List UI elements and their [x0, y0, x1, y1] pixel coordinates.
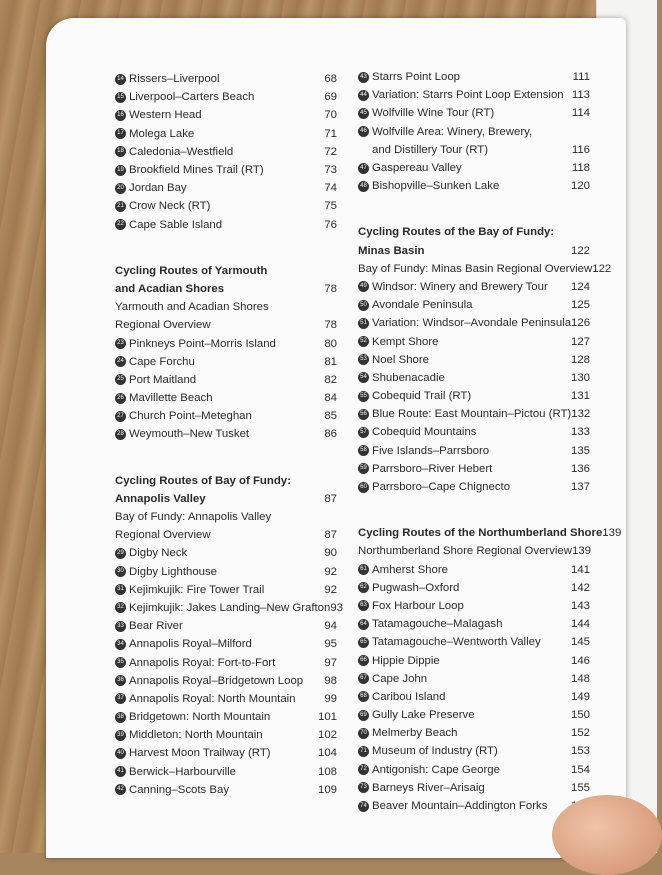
toc-entry	[115, 653, 337, 671]
toc-entry	[115, 708, 337, 726]
entry-title: Digby Lighthouse	[129, 565, 218, 578]
entry-title: Caribou Island	[372, 690, 446, 703]
toc-entry	[115, 143, 337, 161]
entry-page: 99	[324, 692, 337, 705]
toc-entry	[358, 314, 590, 332]
route-number-icon: 53	[358, 354, 369, 365]
route-number-icon: 19	[115, 165, 126, 176]
entry-page: 80	[324, 337, 337, 350]
toc-entry	[358, 779, 590, 797]
regional-overview-yarmouth: Yarmouth and Acadian Shores	[115, 301, 269, 314]
entry-title: Hippie Dippie	[372, 654, 440, 667]
route-number-icon: 69	[358, 710, 369, 721]
entry-page: 97	[324, 656, 337, 669]
route-number-icon: 34	[115, 639, 126, 650]
toc-entry	[115, 334, 337, 352]
entry-page: 153	[570, 745, 590, 758]
route-number-icon: 64	[358, 619, 369, 630]
entry-page: 145	[570, 636, 590, 649]
entry-page: 133	[570, 426, 590, 439]
route-number-icon: 17	[115, 128, 126, 139]
entry-page: 132	[571, 408, 591, 421]
toc-entry	[358, 442, 590, 460]
route-number-icon: 63	[358, 600, 369, 611]
entry-page: 71	[324, 127, 337, 140]
section-heading-northumberland: Cycling Routes of the Northumberland Shore 139	[358, 527, 622, 540]
entry-title: Harvest Moon Trailway (RT)	[129, 747, 271, 760]
route-number-icon: 18	[115, 146, 126, 157]
entry-title: Bridgetown: North Mountain	[129, 711, 271, 724]
toc-entry	[358, 177, 590, 195]
entry-title: Pugwash–Oxford	[372, 581, 460, 594]
route-number-icon: 72	[358, 764, 369, 775]
route-number-icon: 30	[115, 566, 126, 577]
route-number-icon: 15	[115, 92, 126, 103]
entry-page: 92	[324, 565, 337, 578]
toc-entry	[358, 387, 590, 405]
entry-page: 131	[570, 390, 590, 403]
entry-title: Digby Neck	[129, 547, 188, 560]
route-number-icon: 24	[115, 356, 126, 367]
entry-title: Barneys River–Arisaig	[372, 781, 485, 794]
entry-title: Annapolis Royal: North Mountain	[129, 692, 296, 705]
entry-page: 70	[324, 109, 337, 122]
toc-entry	[358, 332, 590, 350]
route-number-icon: 35	[115, 657, 126, 668]
entry-page: 84	[324, 392, 337, 405]
entry-page: 76	[324, 218, 337, 231]
entry-title: Cape John	[372, 672, 428, 685]
route-number-icon: 58	[358, 445, 369, 456]
toc-entry	[358, 423, 590, 441]
entry-title: Variation: Windsor–Avondale Peninsula	[372, 317, 572, 330]
entry-page: 125	[570, 299, 590, 312]
toc-entry	[358, 478, 590, 496]
route-number-icon: 54	[358, 372, 369, 383]
entry-page: 143	[570, 599, 590, 612]
entry-title: Antigonish: Cape George	[372, 763, 500, 776]
toc-entry	[358, 351, 590, 369]
regional-overview-northumberland: Northumberland Shore Regional Overview 139	[358, 545, 592, 558]
entry-title: Annapolis Royal: Fort-to-Fort	[129, 656, 276, 669]
entry-page: 136	[570, 462, 590, 475]
entry-page: 148	[570, 672, 590, 685]
section-heading-yarmouth: Cycling Routes of Yarmouth	[115, 264, 268, 277]
toc-entry	[358, 797, 590, 815]
entry-title: Middleton: North Mountain	[129, 729, 263, 742]
entry-page: 68	[324, 73, 337, 86]
route-number-icon: 48	[358, 181, 369, 192]
toc-entry	[358, 688, 590, 706]
toc-group-wolfville	[358, 68, 590, 123]
route-number-icon: 45	[358, 108, 369, 119]
toc-right-column: 43 Starrs Point Loop 111 44 Variation: Starrs Point Loop Extension 113 45 Wolfville Wine Tour (RT) 114 46 Wolfville Area: Winery, Brewery, and Distillery Tour (RT) 116 47 Gaspereau Valley 118 48 Bishopville–Sunken Lake 120 Cycling Routes of the Bay of Fundy: Minas Basin 122 Bay of Fundy: Minas Basin Regional Overview 122 49 Windsor: Winery and Brewery Tour 124 50 Avondale Peninsula 125 51 Variation: Windsor–Avondale Peninsula 126 52 Kempt Shore 127 53 Noel Shore 128 54 Shubenacadie 130 55 Cobequid Trail (RT) 131 56 Blue Route: East Mountain–Pictou (RT) 132 57 Cobequid Mountains 133 58 Five Islands–Parrsboro 135 59 Parrsboro–River Hebert 136 60 Parrsboro–Cape Chignecto 137 Cycling Routes of the Northumberland Shore 139 Northumberland Shore Regional Overview 139 61 Amherst Shore 141 62 Pugwash–Oxford 142 63 Fox Harbour Loop 143 64 Tatamagouche–Malagash 144 65 Tatamagouche–Wentworth Valley 145 66 Hippie Dippie 146 67 Cape John 148 68 Caribou Island 149 69 Gully Lake Preserve 150 70 Melmerby Beach 152 71 Museum of Industry (RT) 153 72 Antigonish: Cape George 154 73 Barneys River–Arisaig 155 74 Beaver Mountain–Addington Forks	[358, 68, 590, 815]
route-number-icon: 73	[358, 782, 369, 793]
toc-entry	[115, 781, 337, 799]
route-number-icon: 20	[115, 183, 126, 194]
route-number-icon: 44	[358, 90, 369, 101]
entry-title: Parrsboro–River Hebert	[372, 462, 493, 475]
route-number-icon: 46	[358, 126, 369, 137]
toc-entry	[115, 88, 337, 106]
toc-entry	[358, 742, 590, 760]
toc-entry	[115, 599, 344, 617]
entry-title: Berwick–Harbourville	[129, 765, 236, 778]
entry-title: Melmerby Beach	[372, 727, 458, 740]
entry-title: Gaspereau Valley	[372, 162, 462, 175]
toc-entry	[115, 690, 337, 708]
entry-page: 149	[570, 690, 590, 703]
toc-entry	[358, 561, 590, 579]
section-heading-annapolis: Cycling Routes of Bay of Fundy:	[115, 474, 291, 487]
entry-title: Avondale Peninsula	[372, 299, 473, 312]
route-number-icon: 42	[115, 784, 126, 795]
entry-title: Canning–Scots Bay	[129, 783, 230, 796]
entry-page: 127	[570, 335, 590, 348]
entry-page: 113	[571, 89, 590, 102]
route-number-icon: 56	[358, 409, 369, 420]
entry-title: Annapolis Royal–Bridgetown Loop	[129, 674, 304, 687]
toc-entry	[358, 597, 590, 615]
route-number-icon: 50	[358, 300, 369, 311]
toc-entry: 46 Wolfville Area: Winery, Brewery,	[358, 123, 590, 141]
route-number-icon: 28	[115, 429, 126, 440]
route-number-icon: 51	[358, 318, 369, 329]
toc-entry	[358, 633, 590, 651]
entry-title: Molega Lake	[129, 127, 195, 140]
toc-entry	[358, 278, 590, 296]
entry-title: Bishopville–Sunken Lake	[372, 180, 500, 193]
entry-page: 73	[324, 164, 337, 177]
entry-page: 102	[317, 729, 337, 742]
entry-page: 98	[324, 674, 337, 687]
toc-entry	[358, 68, 590, 86]
toc-left-column: 14 Rissers–Liverpool 68 15 Liverpool–Carters Beach 69 16 Western Head 70 17 Molega Lake 71 18 Caledonia–Westfield 72 19 Brookfield Mines Trail (RT) 73 20 Jordan Bay 74 21 Crow Neck (RT) 75 22 Cape Sable Island 76 Cycling Routes of Yarmouth and Acadian Shores 78 Yarmouth and Acadian Shores Regional Overview 78 23 Pinkneys Point–Morris Island 80 24 Cape Forchu 81 25 Port Maitland 82 26 Mavillette Beach 84 27 Church Point–Meteghan 85 28 Weymouth–New Tusket 86 Cycling Routes of Bay of Fundy: Annapolis Valley 87 Bay of Fundy: Annapolis Valley Regional Overview 87 29 Digby Neck 90 30 Digby Lighthouse 92 31 Kejimkujik: Fire Tower Trail 92 32 Kejimkujik: Jakes Landing–New Grafton 93 33 Bear River 94 34 Annapolis Royal–Milford 95 35 Annapolis Royal: Fort-to-Fort 97 36 Annapolis Royal–Bridgetown Loop 98 37 Annapolis Royal: North Mountain 99 38 Bridgetown: North Mountain 101 39 Middleton: North Mountain 102 40 Harvest Moon Trailway (RT) 104 41 Berwick–Harbourville 108 42 Canning–Scots Bay 109	[115, 70, 337, 799]
toc-entry	[115, 581, 337, 599]
entry-title: Annapolis Royal–Milford	[129, 638, 252, 651]
entry-title: Starrs Point Loop	[372, 71, 461, 84]
toc-entry	[358, 651, 590, 669]
toc-entry	[115, 407, 337, 425]
toc-entry	[115, 179, 337, 197]
entry-title: Wolfville Wine Tour (RT)	[372, 107, 495, 120]
entry-page: 94	[324, 620, 337, 633]
route-number-icon: 43	[358, 72, 369, 83]
entry-page: 93	[330, 601, 344, 614]
route-number-icon: 71	[358, 746, 369, 757]
toc-entry	[115, 70, 337, 88]
entry-title: Western Head	[129, 109, 202, 122]
entry-title: Kejimkujik: Fire Tower Trail	[129, 583, 265, 596]
entry-title: Cape Forchu	[129, 355, 195, 368]
entry-page: 137	[570, 481, 590, 494]
entry-title: Cobequid Mountains	[372, 426, 477, 439]
entry-page: 81	[324, 355, 337, 368]
entry-title: Church Point–Meteghan	[129, 410, 252, 423]
entry-page: 128	[570, 353, 590, 366]
entry-title: Caledonia–Westfield	[129, 145, 234, 158]
entry-title: Crow Neck (RT)	[129, 200, 211, 213]
entry-title: Museum of Industry (RT)	[372, 745, 498, 758]
toc-entry	[358, 369, 590, 387]
toc-entry	[115, 125, 337, 143]
toc-group-yarmouth	[115, 334, 337, 443]
route-number-icon: 21	[115, 201, 126, 212]
entry-title: Gully Lake Preserve	[372, 709, 475, 722]
thumb	[552, 795, 662, 875]
entry-title: Brookfield Mines Trail (RT)	[129, 164, 264, 177]
entry-title: Kempt Shore	[372, 335, 439, 348]
entry-title: Cape Sable Island	[129, 218, 223, 231]
entry-page: 135	[570, 444, 590, 457]
entry-title: Windsor: Winery and Brewery Tour	[372, 280, 548, 293]
entry-page: 101	[317, 711, 337, 724]
route-number-icon: 22	[115, 219, 126, 230]
entry-page: 85	[324, 410, 337, 423]
entry-page: 86	[324, 428, 337, 441]
entry-page: 120	[570, 180, 590, 193]
entry-page: 152	[570, 727, 590, 740]
route-number-icon: 27	[115, 411, 126, 422]
toc-entry	[115, 544, 337, 562]
entry-title: Fox Harbour Loop	[372, 599, 464, 612]
entry-title: Tatamagouche–Wentworth Valley	[372, 636, 541, 649]
entry-page: 130	[570, 371, 590, 384]
entry-page: 69	[324, 91, 337, 104]
route-number-icon: 52	[358, 336, 369, 347]
route-number-icon: 32	[115, 602, 126, 613]
entry-page: 92	[324, 583, 337, 596]
toc-entry	[115, 763, 337, 781]
toc-entry	[115, 563, 337, 581]
toc-entry	[115, 197, 337, 215]
entry-page: 109	[317, 783, 337, 796]
route-number-icon: 66	[358, 655, 369, 666]
toc-entry	[115, 635, 337, 653]
entry-page: 118	[571, 162, 590, 175]
entry-title: Tatamagouche–Malagash	[372, 618, 503, 631]
entry-title: Amherst Shore	[372, 563, 448, 576]
route-number-icon: 23	[115, 338, 126, 349]
entry-title: Cobequid Trail (RT)	[372, 390, 472, 403]
entry-page: 111	[572, 71, 590, 84]
route-number-icon: 37	[115, 693, 126, 704]
entry-title: Pinkneys Point–Morris Island	[129, 337, 276, 350]
toc-entry	[358, 706, 590, 724]
toc-entry	[358, 761, 590, 779]
route-number-icon: 49	[358, 281, 369, 292]
toc-entry	[358, 159, 590, 177]
entry-page: 108	[317, 765, 337, 778]
entry-page: 144	[570, 618, 590, 631]
entry-title: Shubenacadie	[372, 371, 445, 384]
entry-title: Rissers–Liverpool	[129, 73, 220, 86]
route-number-icon: 62	[358, 582, 369, 593]
toc-entry	[358, 296, 590, 314]
entry-page: 75	[324, 200, 337, 213]
entry-title: Blue Route: East Mountain–Pictou (RT)	[372, 408, 572, 421]
toc-group-northumberland	[358, 561, 590, 816]
entry-title: Jordan Bay	[129, 182, 187, 195]
toc-entry	[115, 353, 337, 371]
entry-title: Noel Shore	[372, 353, 429, 366]
route-number-icon: 65	[358, 637, 369, 648]
toc-entry	[358, 615, 590, 633]
route-number-icon: 36	[115, 675, 126, 686]
regional-overview-minas: Bay of Fundy: Minas Basin Regional Overview 122	[358, 262, 612, 275]
route-number-icon: 74	[358, 801, 369, 812]
toc-entry	[115, 617, 337, 635]
toc-entry	[115, 389, 337, 407]
regional-overview-annapolis: Bay of Fundy: Annapolis Valley	[115, 511, 272, 524]
toc-entry	[358, 579, 590, 597]
entry-title: Five Islands–Parrsboro	[372, 444, 490, 457]
route-number-icon: 61	[358, 564, 369, 575]
entry-title: Kejimkujik: Jakes Landing–New Grafton	[129, 601, 331, 614]
toc-entry	[115, 672, 337, 690]
route-number-icon: 68	[358, 691, 369, 702]
entry-page: 82	[324, 373, 337, 386]
route-number-icon: 57	[358, 427, 369, 438]
entry-title: Liverpool–Carters Beach	[129, 91, 255, 104]
toc-entry	[115, 106, 337, 124]
entry-page: 114	[571, 107, 590, 120]
toc-entry	[115, 161, 337, 179]
entry-title: Weymouth–New Tusket	[129, 428, 250, 441]
toc-entry	[115, 371, 337, 389]
toc-entry	[358, 670, 590, 688]
entry-page: 146	[570, 654, 590, 667]
section-heading-minas: Cycling Routes of the Bay of Fundy:	[358, 226, 555, 239]
toc-group-minas	[358, 278, 590, 496]
route-number-icon: 39	[115, 730, 126, 741]
entry-page: 90	[324, 547, 337, 560]
entry-page: 141	[570, 563, 590, 576]
toc-group-annapolis	[115, 544, 344, 799]
entry-page: 95	[324, 638, 337, 651]
toc-entry	[358, 405, 590, 423]
entry-title: Variation: Starrs Point Loop Extension	[372, 89, 564, 102]
entry-page: 104	[317, 747, 337, 760]
toc-entry	[358, 724, 590, 742]
entry-title: Mavillette Beach	[129, 392, 213, 405]
route-number-icon: 31	[115, 584, 126, 595]
route-number-icon: 16	[115, 110, 126, 121]
route-number-icon: 70	[358, 728, 369, 739]
entry-page: 155	[570, 781, 590, 794]
toc-group-south-shore	[115, 70, 337, 234]
entry-page: 74	[324, 182, 337, 195]
toc-entry	[115, 744, 337, 762]
entry-page: 124	[570, 280, 590, 293]
route-number-icon: 14	[115, 74, 126, 85]
route-number-icon: 25	[115, 374, 126, 385]
entry-page: 126	[571, 317, 591, 330]
route-number-icon: 33	[115, 621, 126, 632]
entry-title: Beaver Mountain–Addington Forks	[372, 800, 548, 813]
toc-entry	[358, 460, 590, 478]
entry-page: 154	[570, 763, 590, 776]
route-number-icon: 47	[358, 163, 369, 174]
entry-title: Parrsboro–Cape Chignecto	[372, 481, 511, 494]
toc-entry	[115, 726, 337, 744]
route-number-icon: 41	[115, 766, 126, 777]
entry-title: Bear River	[129, 620, 183, 633]
toc-entry	[358, 104, 590, 122]
route-number-icon: 59	[358, 463, 369, 474]
route-number-icon: 29	[115, 548, 126, 559]
route-number-icon: 60	[358, 482, 369, 493]
toc-entry	[115, 216, 337, 234]
toc-entry	[358, 86, 590, 104]
route-number-icon: 38	[115, 712, 126, 723]
route-number-icon: 26	[115, 393, 126, 404]
route-number-icon: 67	[358, 673, 369, 684]
entry-page: 150	[570, 709, 590, 722]
entry-page: 142	[570, 581, 590, 594]
route-number-icon: 40	[115, 748, 126, 759]
entry-page: 72	[324, 145, 337, 158]
route-number-icon: 55	[358, 391, 369, 402]
toc-entry	[115, 425, 337, 443]
entry-title: Port Maitland	[129, 373, 197, 386]
